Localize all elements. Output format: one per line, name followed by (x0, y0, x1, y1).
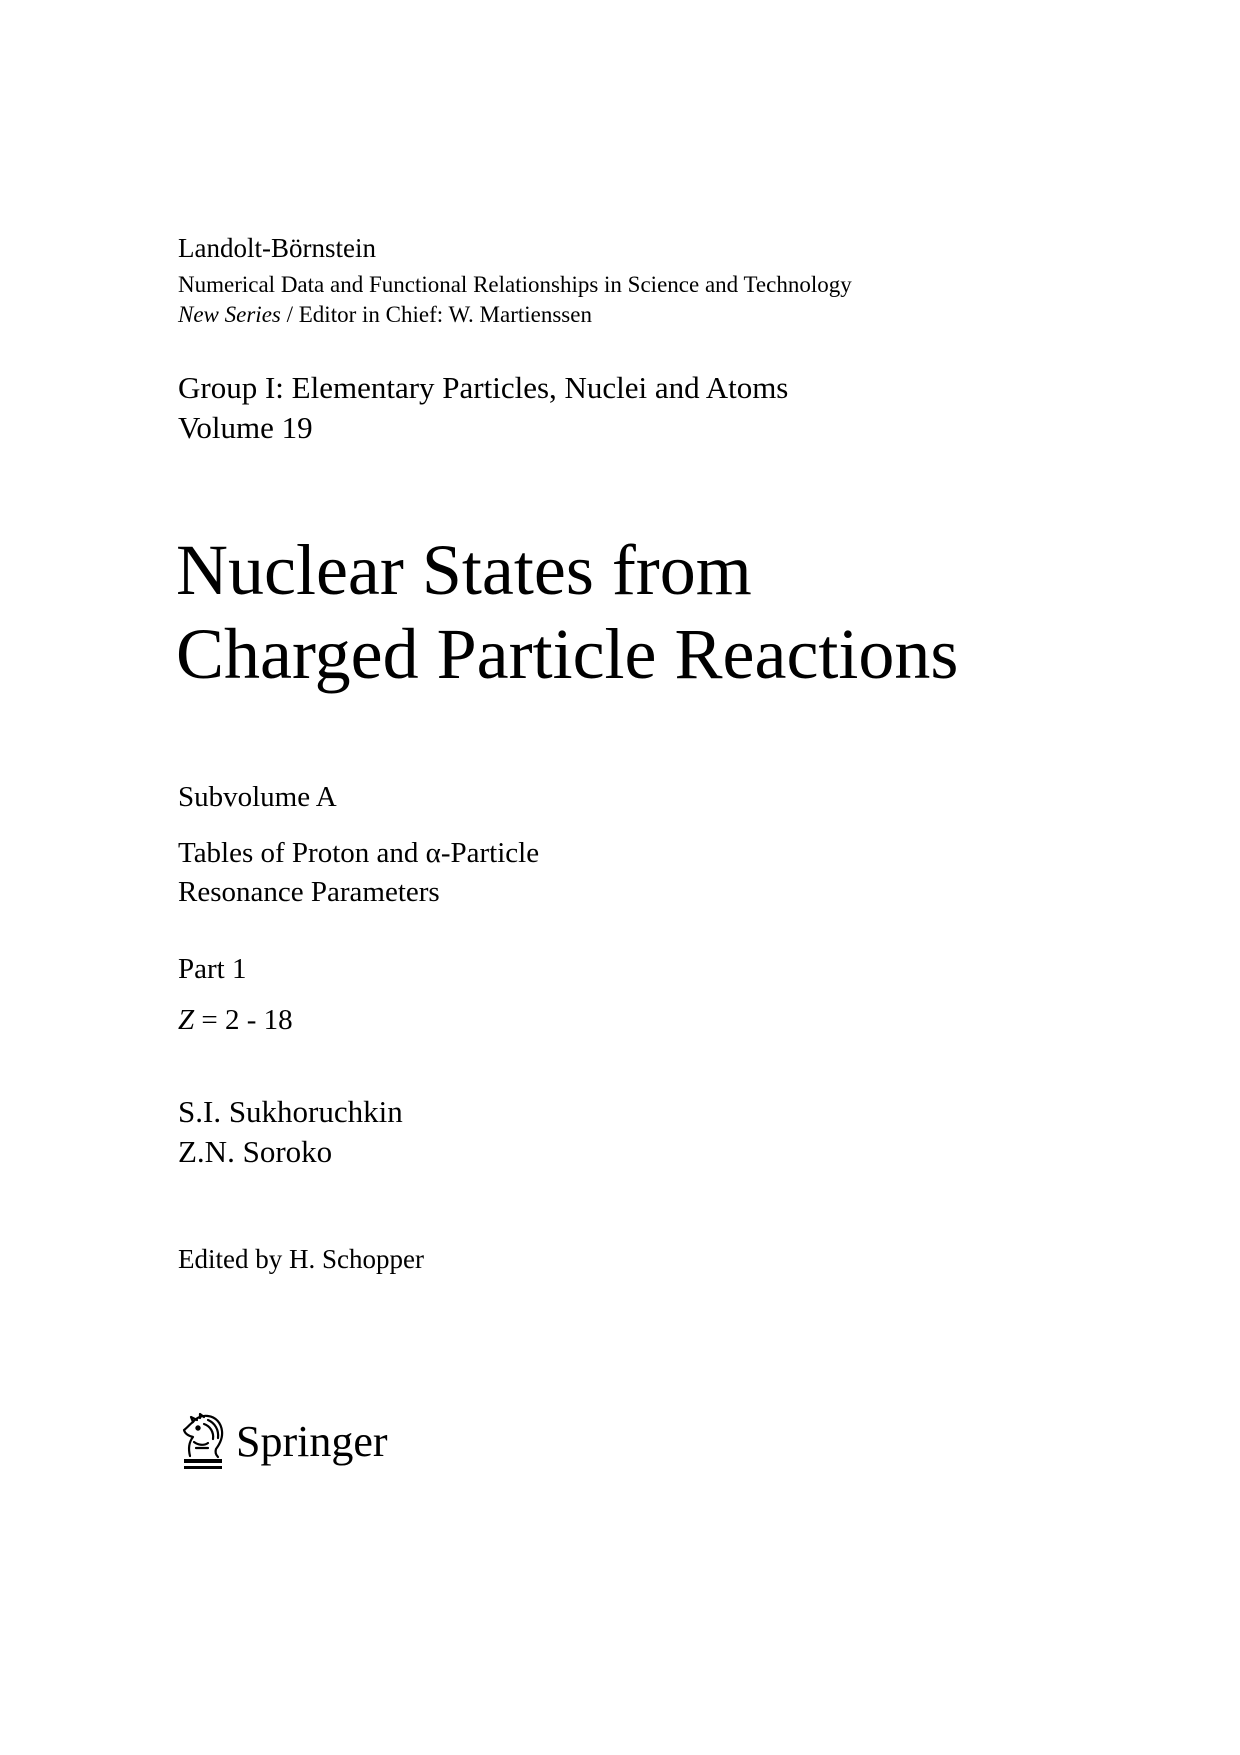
edited-by: Edited by H. Schopper (178, 1244, 424, 1274)
author-2: Z.N. Soroko (178, 1134, 333, 1169)
subvolume-description-line-1: Tables of Proton and α-Particle (178, 837, 540, 869)
volume-number: Volume 19 (178, 410, 313, 445)
z-range (178, 1004, 293, 1037)
publisher-name: Springer (236, 1416, 388, 1466)
series-subtitle: Numerical Data and Functional Relationships in Science and Technology (178, 272, 852, 297)
new-series-label: New Series (178, 302, 281, 327)
authors (178, 1092, 403, 1172)
author-1: S.I. Sukhoruchkin (178, 1094, 403, 1129)
book-title-line-2: Charged Particle Reactions (176, 614, 959, 694)
series-editor-line (178, 302, 592, 328)
editor-in-chief: / Editor in Chief: W. Martienssen (280, 302, 592, 327)
z-symbol: Z (178, 1004, 195, 1036)
series-title: Landolt-Börnstein (178, 233, 376, 263)
subvolume-description (178, 834, 539, 912)
subvolume-description-line-2: Resonance Parameters (178, 876, 440, 908)
subvolume-label: Subvolume A (178, 781, 337, 813)
group-name: Group I: Elementary Particles, Nuclei and Atoms (178, 370, 789, 405)
book-title (176, 528, 958, 696)
part-label: Part 1 (178, 953, 247, 985)
publisher-imprint (178, 1412, 388, 1470)
group-block (178, 368, 788, 448)
springer-knight-logo-icon (178, 1412, 228, 1470)
book-title-line-1: Nuclear States from (176, 530, 752, 610)
z-range-values: = 2 - 18 (194, 1004, 293, 1036)
